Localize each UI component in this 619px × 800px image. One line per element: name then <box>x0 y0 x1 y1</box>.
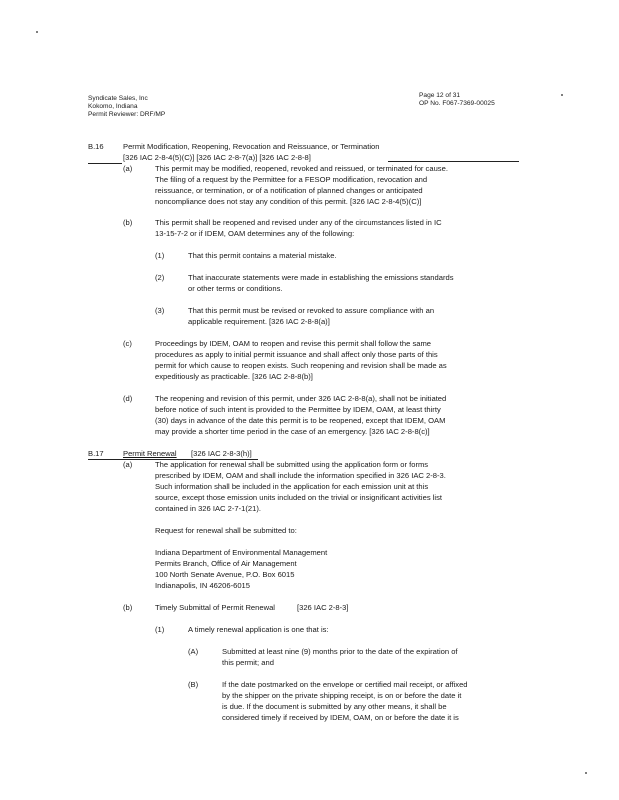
b17-b-citation: [326 IAC 2-8-3] <box>297 603 349 612</box>
scan-speck <box>585 772 587 774</box>
b16-rule-left <box>88 163 122 164</box>
b16-a-label: (a) <box>123 164 133 173</box>
b17-section-number: B.17 <box>88 449 104 458</box>
scan-speck <box>36 31 38 33</box>
header-company: Syndicate Sales, Inc <box>88 95 148 102</box>
b16-a-line: The filing of a request by the Permittee for a FESOP modification, revocation and <box>155 175 428 184</box>
b16-b1-label: (1) <box>155 251 165 260</box>
b17-a-label: (a) <box>123 460 133 469</box>
b17-section-title: Permit Renewal <box>123 449 177 458</box>
b17-bB-line: If the date postmarked on the envelope or certified mail receipt, or affixed <box>222 680 468 689</box>
b16-b-line: 13-15-7-2 or if IDEM, OAM determines any of the following: <box>155 229 355 238</box>
b17-bB-line: is due. If the document is submitted by any other means, it shall be <box>222 702 447 711</box>
b17-b1-label: (1) <box>155 625 165 634</box>
b17-b-label: (b) <box>123 603 133 612</box>
b17-bA-line: Submitted at least nine (9) months prior to the date of the expiration of <box>222 647 458 656</box>
b16-d-line: before notice of such intent is provided to the Permittee by IDEM, OAM, at least thirty <box>155 405 441 414</box>
b16-b2-line: That inaccurate statements were made in establishing the emissions standards <box>188 273 454 282</box>
b16-d-line: may provide a shorter time period in the case of an emergency. [326 IAC 2-8-8(c)] <box>155 427 430 436</box>
header-page-number: Page 12 of 31 <box>419 92 461 99</box>
b16-b3-line: That this permit must be revised or revoked to assure compliance with an <box>188 306 435 315</box>
b17-a-line: prescribed by IDEM, OAM and shall include the information specified in 326 IAC 2-8-3. <box>155 471 446 480</box>
b17-citation: [326 IAC 2-8-3(h)] <box>191 449 252 458</box>
b16-a-line: This permit may be modified, reopened, revoked and reissued, or terminated for cause. <box>155 164 448 173</box>
b17-b-title: Timely Submittal of Permit Renewal <box>155 603 275 612</box>
address-line: Indiana Department of Environmental Management <box>155 548 328 557</box>
b16-a-line: reissuance, or termination, or of a notification of planned changes or anticipated <box>155 186 423 195</box>
b16-section-number: B.16 <box>88 142 104 151</box>
address-line: Permits Branch, Office of Air Management <box>155 559 297 568</box>
b17-bB-line: considered timely if received by IDEM, OAM, on or before the date it is <box>222 713 459 722</box>
b17-a-line: The application for renewal shall be submitted using the application form or forms <box>155 460 429 469</box>
b16-citation: [326 IAC 2-8-4(5)(C)] [326 IAC 2-8-7(a)] [326 IAC 2-8-8] <box>123 153 311 162</box>
b16-b-line: This permit shall be reopened and revised under any of the circumstances listed in IC <box>155 218 442 227</box>
b16-a-line: noncompliance does not stay any condition of this permit. [326 IAC 2-8-4(5)(C)] <box>155 197 422 206</box>
b17-bA-label: (A) <box>188 647 199 656</box>
b16-c-line: procedures as apply to initial permit issuance and shall affect only those parts of this <box>155 350 438 359</box>
b16-c-line: expeditiously as practicable. [326 IAC 2-8-8(b)] <box>155 372 313 381</box>
b16-b3-label: (3) <box>155 306 165 315</box>
b16-d-line: The reopening and revision of this permit, under 326 IAC 2-8-8(a), shall not be initiated <box>155 394 447 403</box>
b16-rule-right <box>388 161 519 162</box>
b17-bA-line: this permit; and <box>222 658 274 667</box>
b16-section-title: Permit Modification, Reopening, Revocation and Reissuance, or Termination <box>123 142 380 151</box>
b16-c-line: Proceedings by IDEM, OAM to reopen and revise this permit shall follow the same <box>155 339 432 348</box>
header-reviewer: Permit Reviewer: DRF/MP <box>88 111 166 118</box>
b17-a-line: source, except those emission units included on the trivial or insignificant activities list <box>155 493 443 502</box>
b16-b2-label: (2) <box>155 273 165 282</box>
address-line: 100 North Senate Avenue, P.O. Box 6015 <box>155 570 295 579</box>
b16-b1-line: That this permit contains a material mistake. <box>188 251 337 260</box>
b16-c-label: (c) <box>123 339 132 348</box>
scan-speck <box>561 94 563 96</box>
b16-b3-line: applicable requirement. [326 IAC 2-8-8(a)] <box>188 317 330 326</box>
b17-bB-label: (B) <box>188 680 199 689</box>
b16-b-label: (b) <box>123 218 133 227</box>
b17-bB-line: by the shipper on the private shipping receipt, is on or before the date it <box>222 691 462 700</box>
address-line: Indianapolis, IN 46206-6015 <box>155 581 250 590</box>
b16-d-line: (30) days in advance of the date this permit is to be reopened, except that IDEM, OAM <box>155 416 446 425</box>
b16-c-line: permit for which cause to reopen exists. Such reopening and revision shall be made as <box>155 361 447 370</box>
b17-a-line: contained in 326 IAC 2-7-1(21). <box>155 504 261 513</box>
b17-b1-text: A timely renewal application is one that is: <box>188 625 329 634</box>
header-location: Kokomo, Indiana <box>88 103 138 110</box>
b17-a-line: Such information shall be included in the application for each emission unit at this <box>155 482 429 491</box>
header-permit-number: OP No. F067-7369-00025 <box>419 100 495 107</box>
b16-b2-line: or other terms or conditions. <box>188 284 283 293</box>
b17-request-text: Request for renewal shall be submitted to: <box>155 526 297 535</box>
b16-d-label: (d) <box>123 394 133 403</box>
